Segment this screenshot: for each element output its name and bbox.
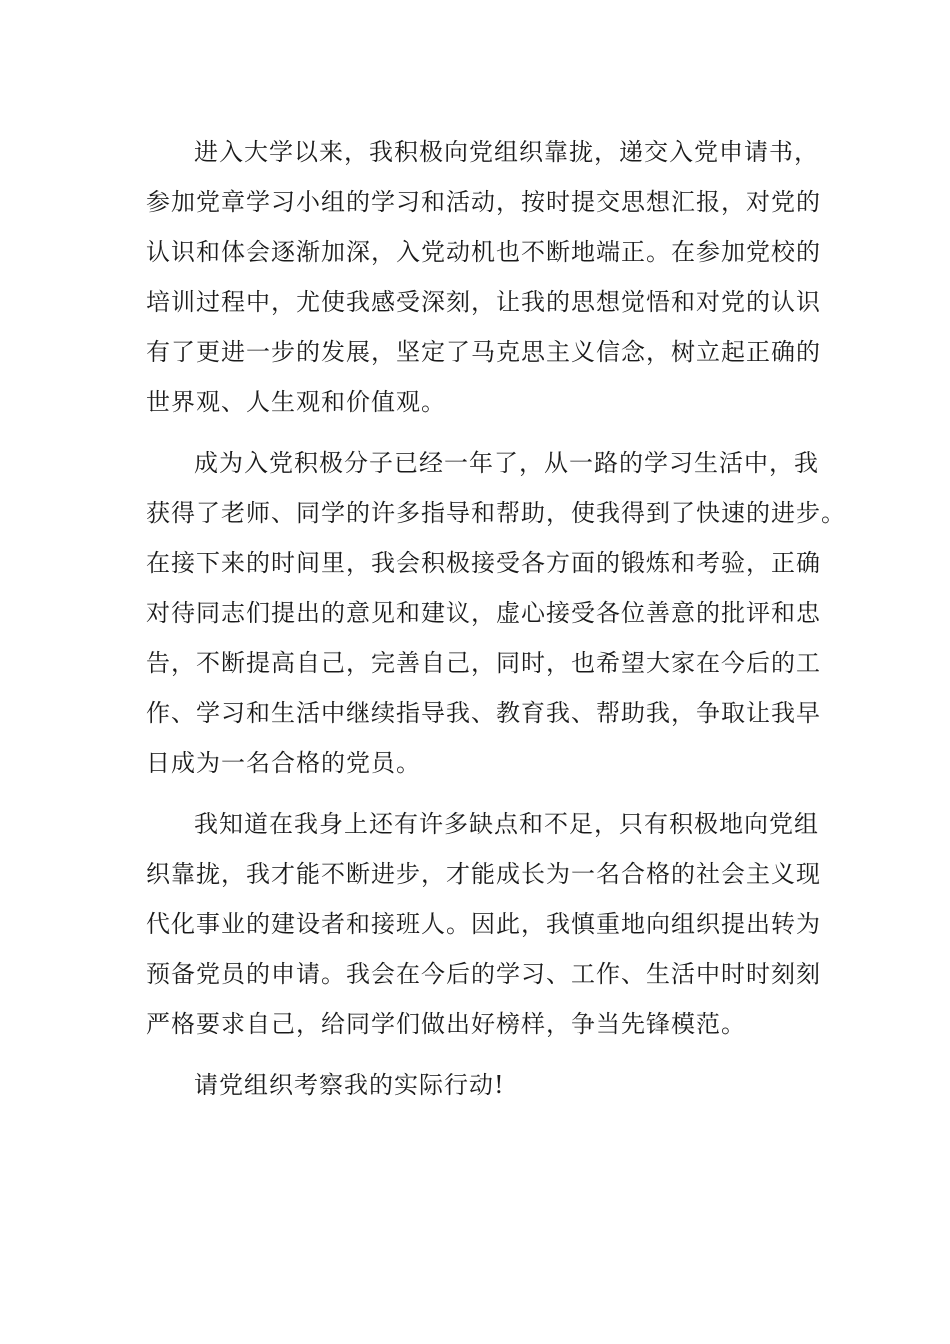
paragraph-2 — [146, 438, 846, 788]
text-line: 世界观、人生观和价值观。 — [146, 388, 446, 416]
text-line: 有了更进一步的发展，坚定了马克思主义信念，树立起正确的 — [146, 338, 821, 366]
text-line: 培训过程中，尤使我感受深刻，让我的思想觉悟和对党的认识 — [146, 288, 821, 316]
text-line: 我知道在我身上还有许多缺点和不足，只有积极地向党组 — [194, 810, 819, 838]
paragraph-4 — [146, 1060, 806, 1110]
text-line: 参加党章学习小组的学习和活动，按时提交思想汇报，对党的 — [146, 188, 821, 216]
text-line: 在接下来的时间里，我会积极接受各方面的锻炼和考验，正确 — [146, 549, 821, 577]
text-line: 对待同志们提出的意见和建议，虚心接受各位善意的批评和忠 — [146, 599, 821, 627]
text-line: 告，不断提高自己，完善自己，同时，也希望大家在今后的工 — [146, 649, 821, 677]
text-line: 获得了老师、同学的许多指导和帮助，使我得到了快速的进步。 — [146, 499, 846, 527]
paragraph-1 — [146, 127, 821, 427]
text-line: 进入大学以来，我积极向党组织靠拢，递交入党申请书， — [194, 138, 819, 166]
text-line: 请党组织考察我的实际行动! — [194, 1071, 505, 1099]
text-line: 成为入党积极分子已经一年了，从一路的学习生活中，我 — [194, 449, 819, 477]
text-line: 日成为一名合格的党员。 — [146, 749, 421, 777]
text-line: 织靠拢，我才能不断进步，才能成长为一名合格的社会主义现 — [146, 860, 821, 888]
text-line: 严格要求自己，给同学们做出好榜样，争当先锋模范。 — [146, 1010, 746, 1038]
text-line: 作、学习和生活中继续指导我、教育我、帮助我，争取让我早 — [146, 699, 821, 727]
paragraph-3 — [146, 799, 821, 1049]
text-line: 认识和体会逐渐加深，入党动机也不断地端正。在参加党校的 — [146, 238, 821, 266]
text-line: 代化事业的建设者和接班人。因此，我慎重地向组织提出转为 — [146, 910, 821, 938]
text-line: 预备党员的申请。我会在今后的学习、工作、生活中时时刻刻 — [146, 960, 821, 988]
